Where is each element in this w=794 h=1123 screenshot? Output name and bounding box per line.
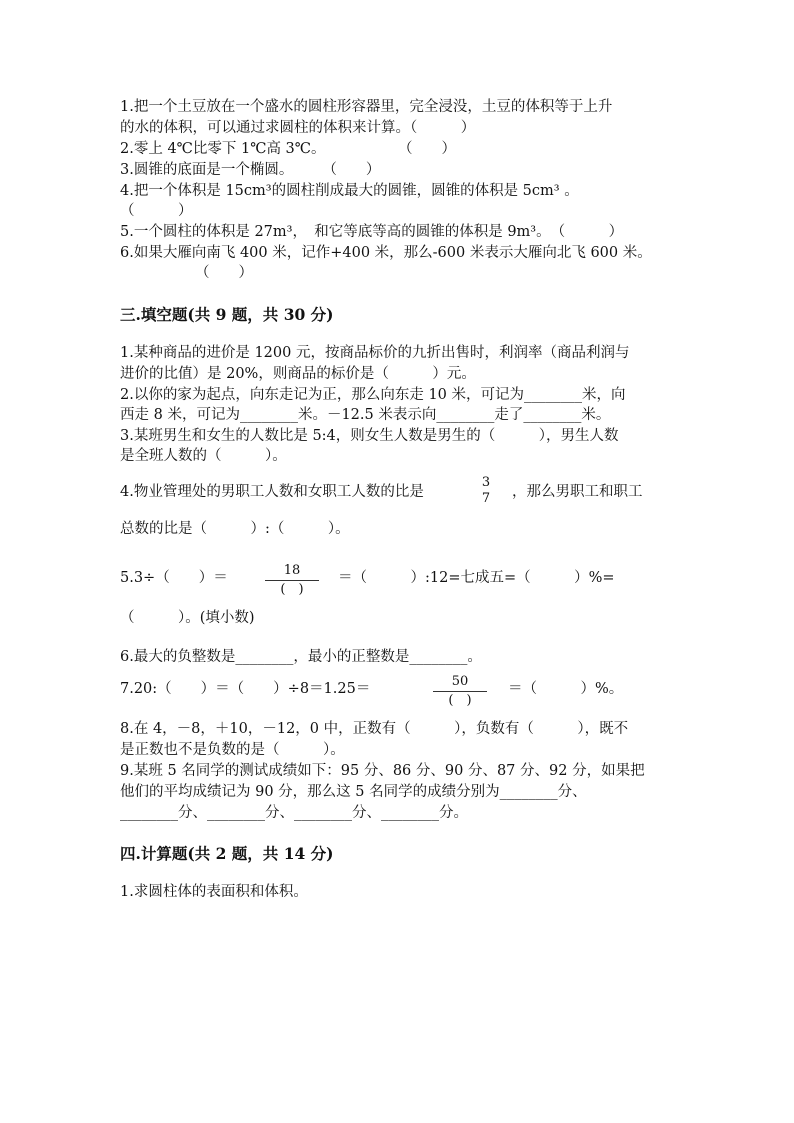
judge-q2: 2.零上 4℃比零下 1℃高 3℃。 （ ） xyxy=(120,141,456,157)
fill-q5-fraction xyxy=(265,563,319,598)
fill-q1-line2: 进价的比值）是 20%，则商品的标价是（ ）元。 xyxy=(120,366,476,382)
judge-q6-line2: （ ） xyxy=(195,265,253,281)
fraction-numerator: 18 xyxy=(283,563,301,578)
fill-q5-part-b: ＝（ ）:12=七成五=（ ）%= xyxy=(338,570,615,586)
judge-q4-line1: 4.把一个体积是 15cm³的圆柱削成最大的圆锥，圆锥的体积是 5cm³ 。 xyxy=(120,183,579,199)
fill-q5-part-a: 5.3÷（ ）＝ xyxy=(120,570,228,586)
fill-q9-line2: 他们的平均成绩记为 90 分，那么这 5 名同学的成绩分别为________分、 xyxy=(120,784,587,800)
judge-q1-line1: 1.把一个土豆放在一个盛水的圆柱形容器里，完全浸没，土豆的体积等于上升 xyxy=(120,99,613,115)
fill-q9-line1: 9.某班 5 名同学的测试成绩如下：95 分、86 分、90 分、87 分、92 分，如果把 xyxy=(120,763,645,779)
fill-q3-line2: 是全班人数的（ ）。 xyxy=(120,448,287,464)
fraction-denominator: ( ) xyxy=(448,693,472,708)
fill-q8-line1: 8.在 4，－8，＋10，－12，0 中，正数有（ ），负数有（ ），既不 xyxy=(120,721,629,737)
fill-q4-line2: 总数的比是（ ）:（ ）。 xyxy=(120,521,350,537)
fill-q6: 6.最大的负整数是________，最小的正整数是________。 xyxy=(120,649,482,665)
fraction-bar xyxy=(265,580,319,581)
fraction-denominator: 7 xyxy=(481,491,491,506)
fill-q8-line2: 是正数也不是负数的是（ ）。 xyxy=(120,742,345,758)
fill-q1-line1: 1.某种商品的进价是 1200 元，按商品标价的九折出售时，利润率（商品利润与 xyxy=(120,345,630,361)
fill-q7-fraction xyxy=(433,674,487,709)
fraction-numerator: 3 xyxy=(481,475,491,490)
fraction-bar xyxy=(433,691,487,692)
section4-heading: 四.计算题(共 2 题，共 14 分) xyxy=(120,844,334,863)
fill-q7-part-a: 7.20:（ ）＝（ ）÷8＝1.25＝ xyxy=(120,681,371,697)
section3-heading: 三.填空题(共 9 题，共 30 分) xyxy=(120,305,334,324)
judge-q6-line1: 6.如果大雁向南飞 400 米，记作+400 米，那么-600 米表示大雁向北飞 600 米。 xyxy=(120,245,652,261)
fill-q4-text-after: ，那么男职工和职工 xyxy=(512,484,643,500)
fill-q4-text: 4.物业管理处的男职工人数和女职工人数的比是 xyxy=(120,484,424,500)
fraction-numerator: 50 xyxy=(451,674,469,689)
fill-q9-line3: ________分、________分、________分、________分。 xyxy=(120,805,468,821)
calc-q1: 1.求圆柱体的表面积和体积。 xyxy=(120,884,308,900)
fill-q5-line2: （ ）。(填小数) xyxy=(120,610,255,626)
judge-q5: 5.一个圆柱的体积是 27m³， 和它等底等高的圆锥的体积是 9m³。 （ ） xyxy=(120,224,624,240)
fill-q2-line1: 2.以你的家为起点，向东走记为正，那么向东走 10 米，可记为________米，向 xyxy=(120,387,626,403)
judge-q3: 3.圆锥的底面是一个椭圆。 （ ） xyxy=(120,162,381,178)
fill-q2-line2: 西走 8 米，可记为________米。－12.5 米表示向________走了________米。 xyxy=(120,407,611,423)
fill-q3-line1: 3.某班男生和女生的人数比是 5:4，则女生人数是男生的（ ），男生人数 xyxy=(120,428,619,444)
fraction-denominator: ( ) xyxy=(280,582,304,597)
fill-q7-part-b: ＝（ ）%。 xyxy=(508,681,624,697)
judge-q1-line2: 的水的体积，可以通过求圆柱的体积来计算。（ ） xyxy=(120,120,476,136)
fill-q4-fraction xyxy=(476,475,496,507)
judge-q4-line2: （ ） xyxy=(120,203,193,219)
